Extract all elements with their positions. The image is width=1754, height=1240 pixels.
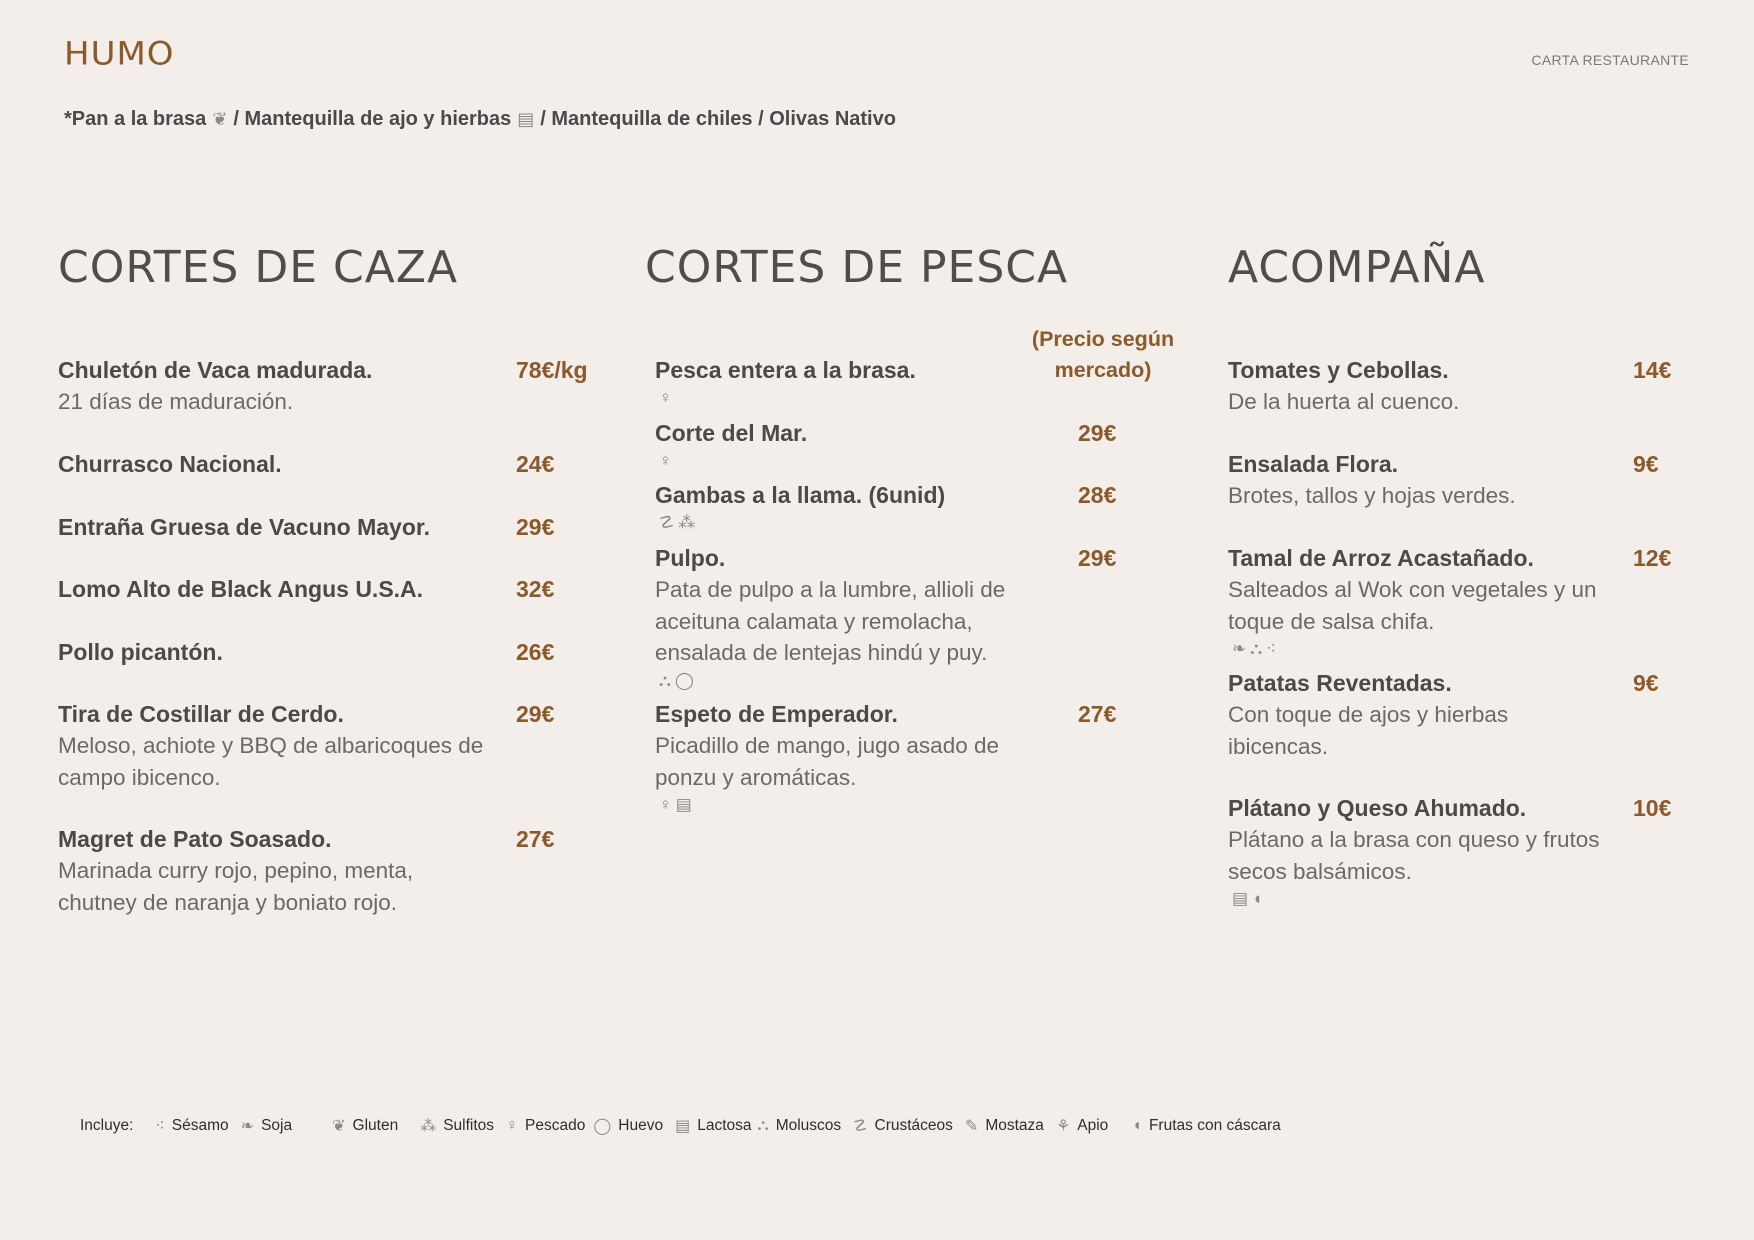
lactose-icon: ▤	[517, 109, 535, 129]
brand-logo: HUMO	[64, 35, 175, 73]
item-name: Gambas a la llama. (6unid)	[655, 482, 946, 508]
mollusc-icon: ⛬	[1250, 639, 1267, 658]
legend-label: Lactosa	[697, 1117, 752, 1134]
item-description: Marinada curry rojo, pepino, menta, chutney de naranja y boniato rojo.	[58, 858, 414, 915]
item-price: 9€	[1633, 451, 1659, 477]
crustacean-icon: ☡	[659, 513, 679, 532]
menu-item	[655, 417, 1175, 473]
legend-label: Sésamo	[171, 1117, 229, 1134]
menu-item	[58, 636, 618, 668]
item-name: Patatas Reventadas.	[1228, 670, 1452, 696]
menu-item	[1228, 792, 1672, 911]
sesame-icon: ⁖	[155, 1118, 165, 1135]
item-description: Plátano a la brasa con queso y frutos secos balsámicos.	[1228, 827, 1600, 884]
section-cortes-de-pesca	[645, 240, 1175, 814]
item-name: Espeto de Emperador.	[655, 701, 898, 727]
legend-label: Apio	[1077, 1117, 1109, 1134]
item-name: Churrasco Nacional.	[58, 451, 282, 477]
egg-icon: ◯	[593, 1118, 612, 1135]
egg-icon: ◯	[674, 670, 698, 690]
bread-part-1: *Pan a la brasa	[64, 108, 207, 130]
item-price: 29€	[516, 701, 555, 727]
section-title: ACOMPAÑA	[1228, 242, 1486, 293]
menu-item	[58, 448, 618, 480]
item-description: Pata de pulpo a la lumbre, allioli de aceituna calamata y remolacha, ensalada de lentejas hindú y puy.	[655, 577, 1006, 665]
item-description: Brotes, tallos y hojas verdes.	[1228, 483, 1516, 508]
item-name: Chuletón de Vaca madurada.	[58, 357, 373, 383]
menu-item	[655, 327, 1175, 410]
item-name: Ensalada Flora.	[1228, 451, 1399, 477]
crustacean-icon: ☡	[853, 1118, 868, 1135]
item-description: Salteados al Wok con vegetales y un toque de salsa chifa.	[1228, 577, 1597, 634]
item-price: 29€	[516, 514, 555, 540]
item-price: 29€	[1078, 420, 1117, 446]
allergen-legend	[80, 1116, 1293, 1136]
fish-icon: ♀	[659, 795, 676, 814]
bread-service-line	[64, 108, 896, 131]
section-title: CORTES DE CAZA	[58, 242, 459, 293]
celery-icon: ⚘	[1055, 1118, 1071, 1135]
menu-item	[1228, 448, 1698, 512]
item-description: Con toque de ajos y hierbas ibicencas.	[1228, 702, 1509, 759]
legend-label: Gluten	[352, 1117, 399, 1134]
item-price: 32€	[516, 576, 555, 602]
item-name: Pulpo.	[655, 545, 726, 571]
item-name: Lomo Alto de Black Angus U.S.A.	[58, 576, 424, 602]
menu-item	[58, 354, 618, 418]
mustard-icon: ✎	[964, 1118, 979, 1135]
legend-label: Huevo	[618, 1117, 664, 1134]
soy-icon: ❧	[240, 1118, 255, 1135]
legend-label: Moluscos	[775, 1117, 842, 1134]
section-title: CORTES DE PESCA	[645, 242, 1069, 293]
legend-lead: Incluye:	[80, 1117, 134, 1134]
item-price: 29€	[1078, 545, 1117, 571]
item-price: 28€	[1078, 482, 1117, 508]
document-label: CARTA RESTAURANTE	[1531, 52, 1689, 68]
bread-part-3: / Mantequilla de chiles / Olivas Nativo	[540, 108, 896, 130]
sulfites-icon: ⁂	[678, 513, 700, 532]
sesame-icon: ⁖	[1266, 639, 1281, 658]
nuts-icon: ◖	[1132, 1117, 1142, 1134]
mollusc-icon: ⛬	[659, 670, 675, 690]
menu-item	[655, 542, 1117, 693]
item-price: 14€	[1633, 357, 1672, 383]
lactose-icon: ▤	[675, 1118, 691, 1135]
sulfites-icon: ⁂	[420, 1118, 437, 1135]
legend-label: Soja	[261, 1117, 293, 1134]
item-name: Tira de Costillar de Cerdo.	[58, 701, 344, 727]
item-price: 78€/kg	[516, 357, 588, 383]
menu-item	[58, 823, 555, 918]
legend-label: Sulfitos	[443, 1117, 495, 1134]
item-price: 12€	[1633, 545, 1672, 571]
gluten-icon: ❦	[332, 1118, 346, 1135]
item-description: Meloso, achiote y BBQ de albaricoques de campo ibicenco.	[58, 733, 484, 790]
item-name: Entraña Gruesa de Vacuno Mayor.	[58, 514, 430, 540]
soy-icon: ❧	[1232, 639, 1251, 658]
item-name: Pollo picantón.	[58, 639, 223, 665]
nuts-icon: ◖	[1252, 889, 1267, 908]
fish-icon: ♀	[659, 451, 676, 470]
menu-item	[655, 479, 1175, 535]
item-description: De la huerta al cuenco.	[1228, 389, 1460, 414]
section-acompana	[1228, 240, 1698, 908]
item-description: Picadillo de mango, jugo asado de ponzu y aromáticas.	[655, 733, 999, 790]
item-price: 27€	[1078, 701, 1117, 727]
item-price-note: (Precio según mercado)	[1031, 327, 1175, 382]
menu-item	[58, 698, 555, 793]
legend-label: Pescado	[525, 1117, 586, 1134]
menu-item	[1228, 354, 1698, 418]
lactose-icon: ▤	[675, 795, 696, 814]
menu-item	[655, 698, 1117, 817]
fish-icon: ♀	[506, 1117, 519, 1134]
item-price: 27€	[516, 826, 555, 852]
fish-icon: ♀	[659, 388, 676, 407]
menu-item	[1228, 542, 1672, 661]
section-cortes-de-caza	[58, 240, 618, 915]
menu-item	[58, 511, 618, 543]
legend-label: Mostaza	[985, 1117, 1044, 1134]
item-description: 21 días de maduración.	[58, 389, 294, 414]
item-name: Tomates y Cebollas.	[1228, 357, 1449, 383]
item-name: Plátano y Queso Ahumado.	[1228, 795, 1527, 821]
menu-item	[58, 573, 618, 605]
item-name: Corte del Mar.	[655, 420, 808, 446]
gluten-icon: ❦	[212, 109, 228, 129]
item-name: Magret de Pato Soasado.	[58, 826, 332, 852]
mollusc-icon: ⛬	[757, 1117, 769, 1134]
lactose-icon: ▤	[1232, 889, 1253, 908]
item-price: 9€	[1633, 670, 1659, 696]
bread-part-2: / Mantequilla de ajo y hierbas	[233, 108, 512, 130]
item-price: 10€	[1633, 795, 1672, 821]
item-name: Tamal de Arroz Acastañado.	[1228, 545, 1534, 571]
item-name: Pesca entera a la brasa.	[655, 357, 916, 383]
legend-label: Frutas con cáscara	[1148, 1117, 1281, 1134]
menu-item	[1228, 667, 1659, 762]
item-price: 26€	[516, 639, 555, 665]
legend-label: Crustáceos	[874, 1117, 953, 1134]
item-price: 24€	[516, 451, 555, 477]
